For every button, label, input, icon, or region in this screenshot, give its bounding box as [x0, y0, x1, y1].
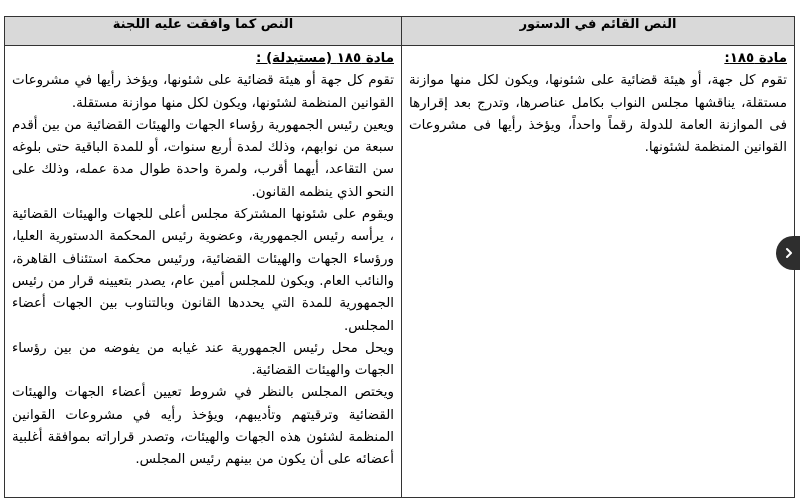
current-paragraph: تقوم كل جهة، أو هيئة قضائية على شئونها، ويكون لكل منها موازنة مستقلة، يناقشها مجلس النواب بكامل عناصرها، وتدرج بعد إقرارها فى الموازنة العامة للدولة رقماً واحداً، ويؤخذ رأيها فى مشروعات القوانين المنظمة لشئونها.: [409, 73, 787, 156]
header-current-constitution-text: النص القائم في الدستور: [402, 17, 795, 46]
current-article-body: [402, 46, 794, 159]
chevron-right-icon: [784, 247, 794, 259]
table-header-row: [5, 17, 795, 46]
current-article-heading: مادة ١٨٥:: [724, 51, 787, 66]
committee-paragraph: ويعين رئيس الجمهورية رؤساء الجهات والهيئات القضائية من بين أقدم سبعة من نوابهم، وذلك لمدة أربع سنوات، أو للمدة الباقية حتى بلوغه سن التقاعد، أيهما أقرب، ولمرة واحدة طوال مدة عمله، وذلك على النحو الذي ينظمه القانون.: [12, 117, 394, 200]
committee-paragraph: ويحل محل رئيس الجمهورية عند غيابه من يفوضه من بين رؤساء الجهات والهيئات القضائية.: [12, 340, 394, 379]
committee-paragraph: ويقوم على شئونها المشتركة مجلس أعلى للجهات والهيئات القضائية ، يرأسه رئيس الجمهورية، وعضوية رئيس المحكمة الدستورية العليا، ورؤساء الجهات والهيئات القضائية، ورئيس محكمة استئناف القاهرة، والنائب العام. ويكون للمجلس أمين عام، يصدر بتعيينه قرار من رئيس الجمهورية للمدة التي يحددها القانون وبالتناوب بين الجهات أعضاء المجلس.: [12, 207, 394, 334]
table-body-row: [5, 46, 795, 498]
comparison-table: [4, 16, 795, 498]
committee-article-body: [5, 46, 401, 472]
header-committee-text: النص كما وافقت عليه اللجنة: [5, 17, 402, 46]
current-constitution-cell: [402, 46, 795, 498]
committee-article-heading: مادة ١٨٥ (مستبدلة) :: [256, 51, 394, 66]
committee-paragraph: ويختص المجلس بالنظر في شروط تعيين أعضاء الجهات والهيئات القضائية وترقيتهم وتأديبهم، ويؤخذ رأيه في مشروعات القوانين المنظمة لشئون هذه الجهات والهيئات، وتصدر قراراته بموافقة أغلبية أعضائه على أن يكون من بينهم رئيس المجلس.: [12, 385, 394, 468]
committee-text-cell: [5, 46, 402, 498]
committee-paragraph: تقوم كل جهة أو هيئة قضائية على شئونها، ويؤخذ رأيها في مشروعات القوانين المنظمة لشئونها، ويكون لكل منها موازنة مستقلة.: [12, 73, 394, 111]
